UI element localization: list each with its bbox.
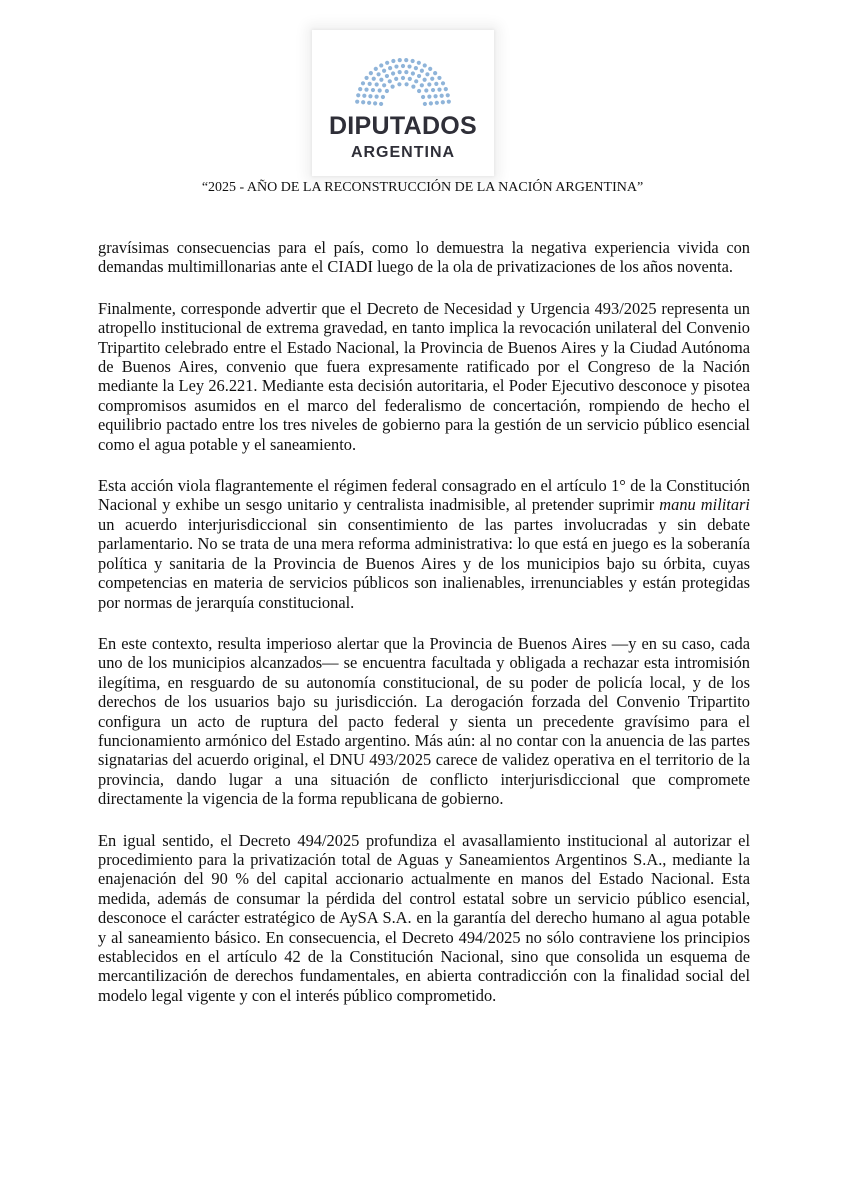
seat-dot <box>356 93 360 97</box>
paragraph-4: En este contexto, resulta imperioso alertar que la Provincia de Buenos Aires —y en su caso, cada uno de los municipios alcanzados— se encuentra facultada y obligada a rechazar esta intromisión ilegítima, en resguardo de su autonomía constitucional, de su poder de policía local, y de los derechos de los usuarios bajo su jurisdicción. La derogación forzada del Convenio Tripartito configura un acto de ruptura del pacto federal y sienta un precedente gravísimo para el funcionamiento armónico del Estado argentino. Más aún: al no contar con la anuencia de las partes signatarias del acuerdo original, el DNU 493/2025 carece de validez operativa en el territorio de la provincia, dando lugar a una situación de conflicto interjurisdiccional que compromete directamente la vigencia de la forma republicana de gobierno. <box>98 633 750 809</box>
seat-dot <box>382 83 386 87</box>
seat-dot <box>423 63 427 67</box>
seat-dot <box>429 101 433 105</box>
seat-dot <box>425 72 429 76</box>
seat-dot <box>401 76 405 80</box>
seat-dot <box>427 95 431 99</box>
seat-dot <box>441 100 445 104</box>
seat-dot <box>391 71 395 75</box>
seat-dot <box>355 100 359 104</box>
seat-dot <box>420 83 424 87</box>
seat-dot <box>404 58 408 62</box>
seat-dot <box>414 79 418 83</box>
seat-dot <box>414 66 418 70</box>
seat-dot <box>407 64 411 68</box>
seat-dot <box>376 72 380 76</box>
paragraph-3-start: Esta acción viola flagrantemente el régimen federal consagrado en el artículo 1° de la Constitución Nacional y exhibe un sesgo unitario y centralista inadmisible, al pretender suprimir <box>98 476 750 515</box>
document-body <box>98 238 750 1027</box>
seat-dot <box>373 101 377 105</box>
seat-dot <box>372 77 376 81</box>
seat-dot <box>404 70 408 74</box>
seat-dot <box>433 71 437 75</box>
seat-dot <box>441 81 445 85</box>
seat-dot <box>361 81 365 85</box>
seat-dot <box>379 102 383 106</box>
seat-dot <box>362 94 366 98</box>
seat-dot <box>398 58 402 62</box>
seat-dot <box>408 77 412 81</box>
seat-dot <box>421 95 425 99</box>
seat-dot <box>447 100 451 104</box>
seat-dot <box>385 74 389 78</box>
seat-dot <box>364 88 368 92</box>
logo-subtitle: ARGENTINA <box>350 144 456 161</box>
paragraph-3 <box>98 476 750 612</box>
paragraph-2: Finalmente, corresponde advertir que el Decreto de Necesidad y Urgencia 493/2025 representa un atropello institucional de extrema gravedad, en tanto implica la revocación unilateral del Convenio Tripartito celebrado entre el Estado Nacional, la Provincia de Buenos Aires y la Ciudad Autónoma de Buenos Aires, convenio que fuera expresamente ratificado por el Congreso de la Nación mediante la Ley 26.221. Mediante esta decisión autoritaria, el Poder Ejecutivo desconoce y pisotea compromisos asumidos en el marco del federalismo de concertación, rompiendo de hecho el equilibrio pactado entre los tres niveles de gobierno para la gestión de un servicio público esencial como el agua potable y el saneamiento. <box>98 298 750 454</box>
seat-dot <box>388 66 392 70</box>
seat-dot <box>417 89 421 93</box>
seat-dot <box>378 88 382 92</box>
paragraph-1: gravísimas consecuencias para el país, como lo demuestra la negativa experiencia vivida con demandas multimillonarias ante el CIADI luego de la ola de privatizaciones de los años noventa. <box>98 238 750 277</box>
seat-dot <box>434 82 438 86</box>
seat-dot <box>437 88 441 92</box>
seat-dot <box>446 93 450 97</box>
seat-dot <box>417 74 421 78</box>
seat-dot <box>423 78 427 82</box>
seat-dot <box>364 76 368 80</box>
seat-dot <box>420 69 424 73</box>
seat-dot <box>358 87 362 91</box>
seat-dot <box>374 67 378 71</box>
seat-dot <box>379 63 383 67</box>
seat-dot <box>411 71 415 75</box>
seat-dot <box>367 101 371 105</box>
logo-title: DIPUTADOS <box>328 112 478 140</box>
seat-dot <box>375 95 379 99</box>
hemicycle-icon <box>312 30 494 112</box>
seat-dot <box>440 94 444 98</box>
seat-dot <box>381 95 385 99</box>
seat-dot <box>368 82 372 86</box>
logo <box>312 30 494 176</box>
seat-dot <box>369 71 373 75</box>
seat-dot <box>424 88 428 92</box>
seat-dot <box>431 88 435 92</box>
seat-dot <box>444 87 448 91</box>
paragraph-3-end: un acuerdo interjurisdiccional sin consentimiento de las partes involucradas y sin debate parlamentario. No se trata de una mera reforma administrativa: lo que está en juego es la soberanía política y sanitaria de la Provincia de Buenos Aires y de los municipios bajo su órbita, cuyas competencias en materia de servicios públicos son inalienables, irrenunciables y están protegidas por normas de jerarquía constitucional. <box>98 514 750 612</box>
seat-dot <box>433 94 437 98</box>
year-motto: “2025 - AÑO DE LA RECONSTRUCCIÓN DE LA NACIÓN ARGENTINA” <box>201 180 644 195</box>
seat-dot <box>397 82 401 86</box>
paragraph-5: En igual sentido, el Decreto 494/2025 profundiza el avasallamiento institucional al autorizar el procedimiento para la privatización total de Aguas y Saneamientos Argentinos S.A., mediante la enajenación del 90 % del capital accionario actualmente en manos del Estado Nacional. Esta medida, además de consumar la pérdida del control estatal sobre un servicio público esencial, desconoce el carácter estratégico de AySA S.A. en la garantía del derecho humano al agua potable y al saneamiento básico. En consecuencia, el Decreto 494/2025 no sólo contraviene los principios establecidos en el artículo 42 de la Constitución Nacional, sino que consolida un esquema de mercantilización de derechos fundamentales, en abierta contradicción con la finalidad social del modelo legal vigente y con el interés público comprometido. <box>98 830 750 1005</box>
seat-dot <box>388 79 392 83</box>
seat-dot <box>437 76 441 80</box>
seat-dot <box>394 64 398 68</box>
seat-dot <box>385 89 389 93</box>
seat-dot <box>382 69 386 73</box>
seat-dot <box>430 77 434 81</box>
seat-dot <box>361 100 365 104</box>
seat-dot <box>385 61 389 65</box>
seat-dot <box>398 70 402 74</box>
seat-dot <box>411 85 415 89</box>
seat-dot <box>428 67 432 71</box>
seat-dot <box>417 61 421 65</box>
seat-dot <box>379 78 383 82</box>
seat-dot <box>404 82 408 86</box>
seat-dot <box>391 59 395 63</box>
seat-dot <box>394 77 398 81</box>
seat-dot <box>375 82 379 86</box>
seat-dot <box>435 101 439 105</box>
seat-dot <box>427 82 431 86</box>
latin-phrase: manu militari <box>659 495 750 515</box>
seat-dot <box>401 64 405 68</box>
seat-dot <box>423 102 427 106</box>
seat-dot <box>391 85 395 89</box>
seat-dot <box>371 88 375 92</box>
seat-dot <box>411 59 415 63</box>
seat-dot <box>368 94 372 98</box>
